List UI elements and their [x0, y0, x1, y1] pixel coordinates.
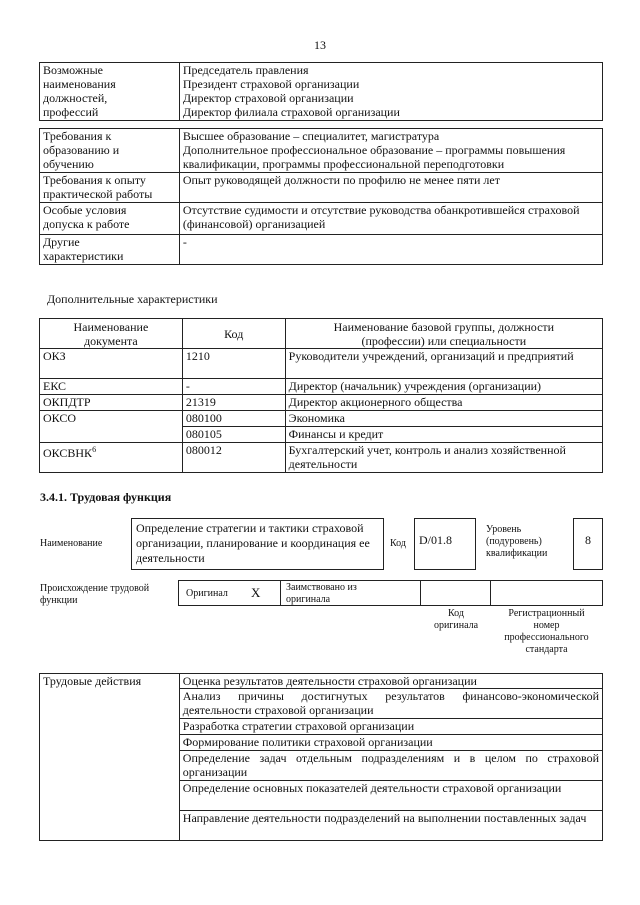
name-cell: Директор (начальник) учреждения (организации): [285, 379, 602, 395]
special-conditions-value: Отсутствие судимости и отсутствие руководства обанкротившейся страховой (финансовой) организацией: [179, 203, 602, 235]
action-item: Анализ причины достигнутых результатов финансово-экономической деятельности страховой организации: [179, 689, 602, 719]
original-label: Оригинал: [186, 588, 228, 599]
positions-label: Возможные наименования должностей, профессий: [40, 63, 180, 121]
function-code-box: [414, 518, 476, 570]
doc-cell: ОКПДТР: [40, 395, 183, 411]
qualification-level-box: [573, 518, 603, 570]
origin-divider-3: [490, 580, 491, 606]
code-caption: Код оригинала: [433, 608, 479, 631]
name-cell: Руководители учреждений, организаций и предприятий: [285, 349, 602, 379]
origin-divider-1: [280, 580, 281, 606]
doc-cell: ОКСО: [40, 411, 183, 443]
positions-value: Председатель правления Президент страховой организации Директор страховой организации Директор филиала страховой организации: [179, 63, 602, 121]
function-name-box: [131, 518, 384, 570]
qualification-level-label: Уровень (подуровень) квалификации: [486, 524, 548, 559]
function-heading: 3.4.1. Трудовая функция: [40, 490, 172, 504]
table-row: [40, 674, 603, 689]
general-table: [39, 62, 603, 265]
code-cell: 080100: [182, 411, 285, 427]
code-cell: 080105: [182, 427, 285, 443]
actions-table: [39, 673, 603, 841]
special-conditions-label: Особые условия допуска к работе: [40, 203, 180, 235]
header-code: Код: [182, 319, 285, 349]
doc-cell: ЕКС: [40, 379, 183, 395]
origin-box: [178, 580, 603, 606]
action-item: Определение задач отдельным подразделениям и в целом по страховой организации: [179, 751, 602, 781]
extra-table: [39, 318, 603, 473]
footnote-mark: 6: [92, 445, 97, 454]
page-number: 13: [314, 38, 326, 52]
name-cell: Экономика: [285, 411, 602, 427]
code-cell: 21319: [182, 395, 285, 411]
origin-label: Происхождение трудовой функции: [40, 583, 150, 606]
code-cell: 1210: [182, 349, 285, 379]
function-name-label: Наименование: [40, 538, 103, 549]
borrowed-label: Заимствовано из оригинала: [286, 582, 357, 605]
name-cell: Финансы и кредит: [285, 427, 602, 443]
extra-title: Дополнительные характеристики: [47, 292, 218, 306]
experience-value: Опыт руководящей должности по профилю не менее пяти лет: [179, 173, 602, 203]
action-item: Оценка результатов деятельности страховой организации: [179, 674, 602, 689]
table-row: [40, 395, 603, 411]
function-name-value: Определение стратегии и тактики страховой организации, планирование и координация ее деятельности: [136, 521, 370, 565]
other-label: Другие характеристики: [40, 235, 180, 265]
other-value: -: [179, 235, 602, 265]
actions-label: Трудовые действия: [40, 674, 180, 841]
doc-cell: [40, 443, 183, 473]
table-row: [40, 203, 603, 235]
education-label: Требования к образованию и обучению: [40, 129, 180, 173]
doc-cell: ОКЗ: [40, 349, 183, 379]
table-row: [40, 235, 603, 265]
action-item: Направление деятельности подразделений на выполнении поставленных задач: [179, 811, 602, 841]
name-cell: Директор акционерного общества: [285, 395, 602, 411]
header-doc: Наименование документа: [40, 319, 183, 349]
table-row: [40, 443, 603, 473]
header-name: Наименование базовой группы, должности (профессии) или специальности: [285, 319, 602, 349]
original-mark: X: [251, 585, 261, 600]
code-cell: -: [182, 379, 285, 395]
action-item: Формирование политики страховой организации: [179, 735, 602, 751]
code-cell: 080012: [182, 443, 285, 473]
table-row: [40, 173, 603, 203]
name-cell: Бухгалтерский учет, контроль и анализ хозяйственной деятельности: [285, 443, 602, 473]
function-code-label: Код: [390, 538, 406, 549]
experience-label: Требования к опыту практической работы: [40, 173, 180, 203]
action-item: Разработка стратегии страховой организации: [179, 719, 602, 735]
table-row: [40, 349, 603, 379]
table-row: [40, 379, 603, 395]
table-row: [40, 63, 603, 121]
table-header: [40, 319, 603, 349]
table-row: [40, 411, 603, 427]
origin-divider-2: [420, 580, 421, 606]
function-code-value: D/01.8: [419, 533, 452, 547]
education-value: Высшее образование – специалитет, магистратура Дополнительное профессиональное образование – программы повышения квалификации, программы профессиональной переподготовки: [179, 129, 602, 173]
qualification-level-value: 8: [585, 533, 591, 547]
okso-doc-text: ОКСВНК: [43, 446, 93, 460]
action-item: Определение основных показателей деятельности страховой организации: [179, 781, 602, 811]
table-row: [40, 129, 603, 173]
reg-number-caption: Регистрационный номер профессионального стандарта: [504, 608, 589, 655]
